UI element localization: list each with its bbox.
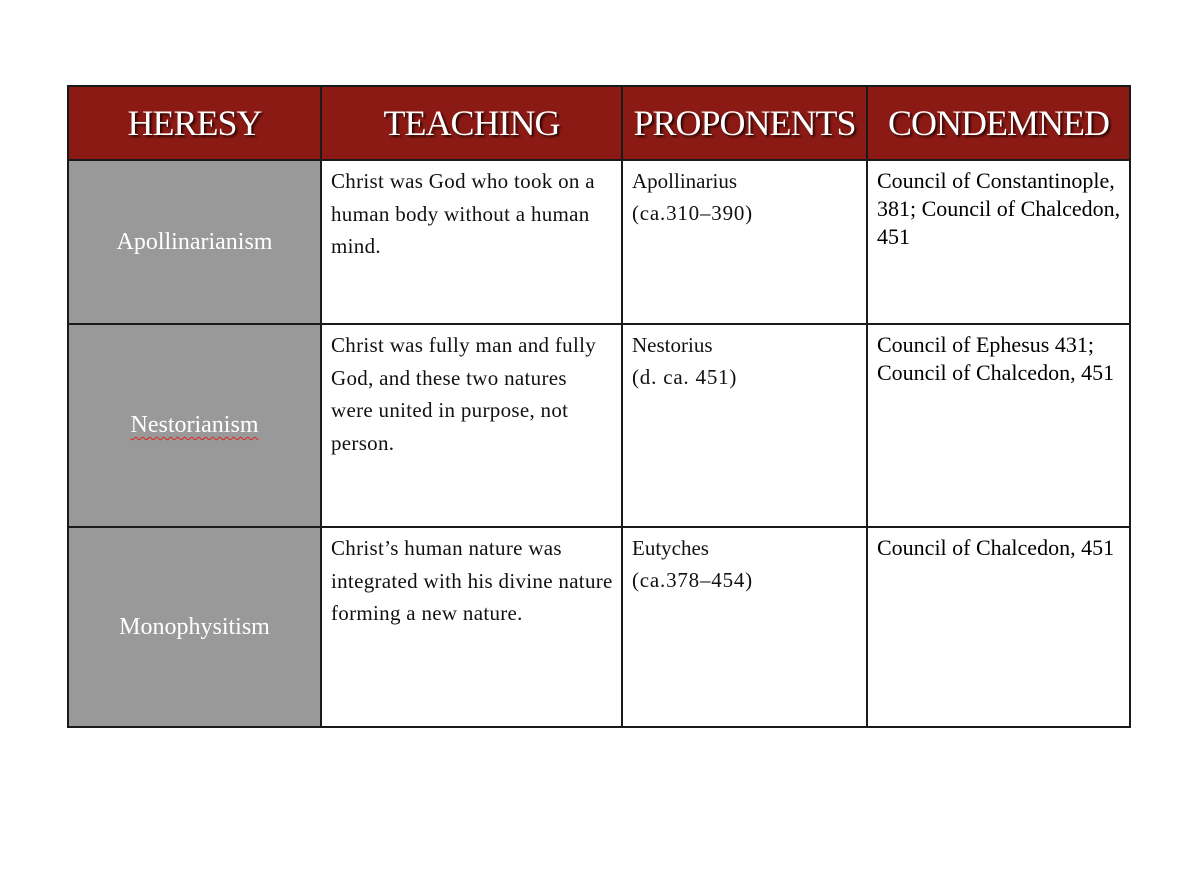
heresy-name-cell <box>68 324 321 527</box>
proponent-name: Eutyches <box>632 536 709 560</box>
heresy-name: Nestorianism <box>130 412 259 438</box>
proponents-cell <box>622 324 867 527</box>
condemned-cell: Council of Chalcedon, 451 <box>867 527 1130 727</box>
table-row <box>68 160 1130 324</box>
condemned-cell: Council of Ephesus 431; Council of Chalcedon, 451 <box>867 324 1130 527</box>
proponent-dates: (ca.310–390) <box>632 201 753 225</box>
heresy-name: Apollinarianism <box>116 228 273 255</box>
header-teaching: TEACHING <box>321 86 622 160</box>
table-body <box>68 160 1130 727</box>
teaching-cell: Christ was God who took on a human body without a human mind. <box>321 160 622 324</box>
teaching-cell: Christ was fully man and fully God, and these two natures were united in purpose, not person. <box>321 324 622 527</box>
table-header <box>68 86 1130 160</box>
header-proponents: PROPONENTS <box>622 86 867 160</box>
proponents-cell <box>622 160 867 324</box>
proponent-dates: (ca.378–454) <box>632 568 753 592</box>
proponent-dates: (d. ca. 451) <box>632 365 738 389</box>
table-row <box>68 527 1130 727</box>
proponent-name: Nestorius <box>632 333 713 357</box>
header-heresy: HERESY <box>68 86 321 160</box>
heresy-name-cell <box>68 160 321 324</box>
teaching-cell: Christ’s human nature was integrated with his divine nature forming a new nature. <box>321 527 622 727</box>
header-condemned: CONDEMNED <box>867 86 1130 160</box>
proponent-name: Apollinarius <box>632 169 737 193</box>
condemned-cell: Council of Constantinople, 381; Council of Chalcedon, 451 <box>867 160 1130 324</box>
proponents-cell <box>622 527 867 727</box>
heresy-table <box>67 85 1131 728</box>
table-row <box>68 324 1130 527</box>
header-row <box>68 86 1130 160</box>
heresy-name-cell <box>68 527 321 727</box>
heresy-name: Monophysitism <box>119 613 270 640</box>
